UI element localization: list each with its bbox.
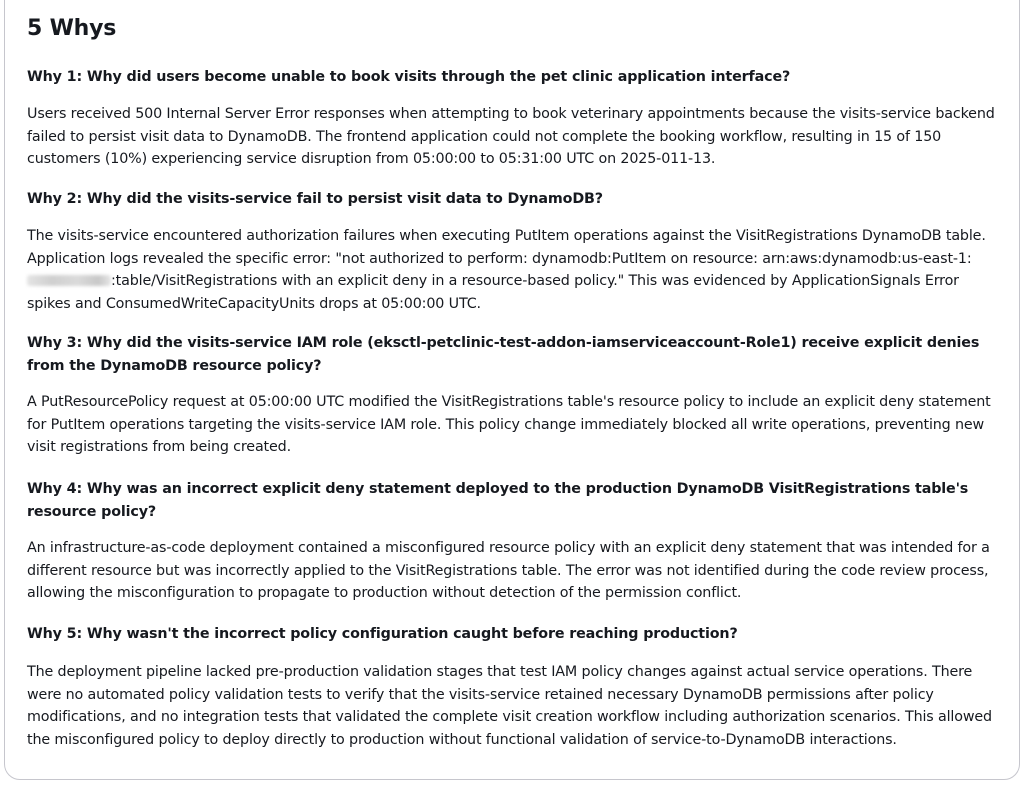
- why-3-answer: A PutResourcePolicy request at 05:00:00 UTC modified the VisitRegistrations table's resource policy to include an explicit deny statement for PutItem operations targeting the visits-service IAM role. This policy change immediately blocked all write operations, preventing new visit registrations from being created.: [27, 394, 991, 456]
- why-2-answer-part-1: The visits-service encountered authorization failures when executing PutItem operations against the VisitRegistrations DynamoDB table. Application logs revealed the specific error: "not authorized to perform: dynamodb:PutItem on resource: arn:aws:dynamodb:us-east-1:: [27, 228, 986, 267]
- why-2-section: [27, 188, 1002, 316]
- why-5-answer: The deployment pipeline lacked pre-production validation stages that test IAM policy changes against actual service operations. There were no automated policy validation tests to verify that the visits-service retained necessary DynamoDB permissions after policy modifications, and no integration tests that validated the complete visit creation workflow including authorization scenarios. This allowed the misconfigured policy to deploy directly to production without functional validation of service-to-DynamoDB interactions.: [27, 664, 992, 749]
- why-2-answer: [27, 225, 1002, 316]
- why-1-question: Why 1: Why did users become unable to book visits through the pet clinic application interface?: [27, 69, 791, 85]
- why-1-section: [27, 66, 1002, 171]
- page-title: 5 Whys: [27, 16, 117, 41]
- why-4-answer: An infrastructure-as-code deployment contained a misconfigured resource policy with an explicit deny statement that was intended for a different resource but was incorrectly applied to the VisitRegistrations table. The error was not identified during the code review process, allowing the misconfiguration to propagate to production without detection of the permission conflict.: [27, 540, 990, 602]
- why-5-section: [27, 623, 1002, 752]
- why-4-section: [27, 478, 1002, 605]
- why-2-answer-part-2: :table/VisitRegistrations with an explicit deny in a resource-based policy." This was evidenced by ApplicationSignals Error spikes and ConsumedWriteCapacityUnits drops at 05:00:00 UTC.: [27, 273, 959, 313]
- why-3-section: [27, 332, 1002, 459]
- why-1-answer: Users received 500 Internal Server Error responses when attempting to book veterinary appointments because the visits-service backend failed to persist visit data to DynamoDB. The frontend application could not complete the booking workflow, resulting in 15 of 150 customers (10%) experiencing service disruption from 05:00:00 to 05:31:00 UTC on 2025-011-13.: [27, 106, 995, 168]
- why-5-question: Why 5: Why wasn't the incorrect policy configuration caught before reaching production?: [27, 626, 738, 642]
- why-3-question: Why 3: Why did the visits-service IAM role (eksctl-petclinic-test-addon-iamserviceaccount-Role1) receive explicit denies from the DynamoDB resource policy?: [27, 335, 980, 374]
- why-4-question: Why 4: Why was an incorrect explicit deny statement deployed to the production DynamoDB VisitRegistrations table's resource policy?: [27, 481, 969, 520]
- why-2-question: Why 2: Why did the visits-service fail to persist visit data to DynamoDB?: [27, 191, 603, 207]
- redacted-account-id: [27, 275, 111, 286]
